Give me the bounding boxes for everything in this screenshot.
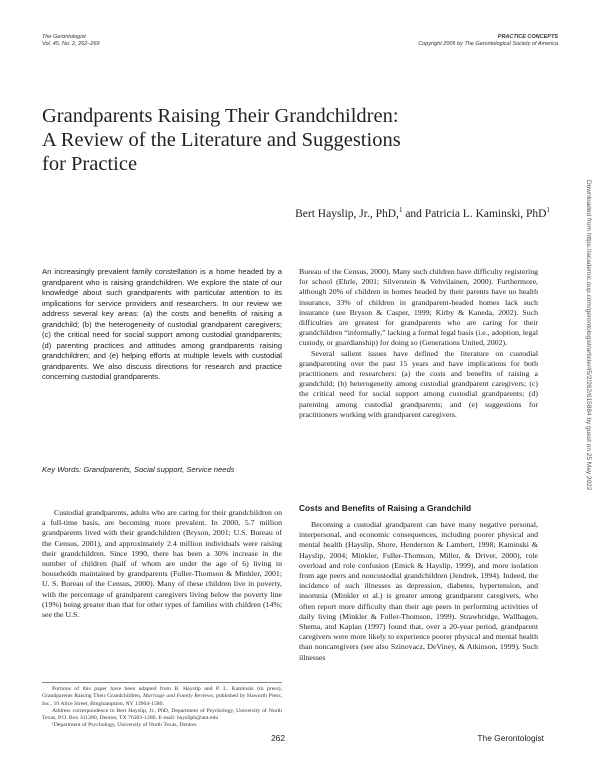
section-heading: Costs and Benefits of Raising a Grandchild [299,503,472,513]
body-column-right-section [299,520,538,663]
body-column-right [299,267,538,420]
footnote-text: , published by Haworth Press, Inc., 10 Alice Street, Binghamption, NY 13904-1580. [42,693,283,707]
affiliation-mark: 1 [398,206,403,214]
author-conjunction: and [402,207,425,220]
title-line: A Review of the Literature and Suggestions [42,129,401,151]
footer-journal: The Gerontologist [477,733,544,743]
page-number: 262 [271,733,285,743]
title-line: Grandparents Raising Their Grandchildren: [42,105,399,127]
author-name: Patricia L. Kaminski, PhD [424,207,547,220]
footnote-text: Portions of this paper have been adapted from B. Hayslip and P. L. Kaminski (in press), Grandparents Raising Their Grandchildren, [42,686,282,700]
author-name: Bert Hayslip, Jr., PhD, [295,207,399,220]
abstract: An increasingly prevalent family constellation is a home headed by a grandparent who is raising grandchildren. We explore the state of our knowledge about such grandparents with particular attention to its implications for service providers and researchers. In our review we address several key areas: (a) the costs and benefits of raising a grandchild; (b) the heterogeneity of custodial grandparent caregivers; (c) the critical need for social support among custodial grandparents; (d) parenting practices and attitudes among grandparents raising grandchildren; and (e) helping efforts at multiple levels with custodial grandparents. We also discuss directions for research and practice concerning custodial grandparents. [42,267,282,381]
download-sidebar [584,180,592,590]
running-header-left [42,34,100,48]
body-paragraph: Several salient issues have defined the literature on custodial grandparenting over the past 15 years and have implications for both practitioners and researchers: (a) the costs and benefits of raising a grandchild; (b) heterogeneity among custodial grandparent caregivers; (c) the critical need for social support among custodial grandparents; (d) parenting among custodial grandparents; and (e) suggestions for practitioners working with grandparent caregivers. [299,348,538,419]
copyright-line: Copyright 2005 by The Gerontological Society of America [418,41,558,47]
running-header-right [418,34,558,48]
section-label: PRACTICE CONCEPTS [497,34,558,40]
footnote-rule [42,682,282,683]
affiliation-mark: 1 [546,206,550,214]
body-paragraph: Custodial grandparents, adults who are caring for their grandchildren on a full-time basis, are becoming more prevalent. In 2000, 5.7 million grandparents lived with their grandchildren (Bryson, 2001; U.S. Bureau of the Census, 2001), and approximately 2.4 million individuals were raising their grandchildren. Since 1990, there has been a 30% increase in the number of children (half of whom are under the age of 6) living in households maintained by grandparents (Fuller-Thomson & Minkler, 2001; U. S. Bureau of the Census, 2000). Many of these children live in poverty, with the percentage of grandparent caregivers living below the poverty line (19%) being greater than that for other types of families with children (14%; see the U.S. [42,508,282,620]
keywords: Key Words: Grandparents, Social support, Service needs [42,465,235,474]
journal-name: The Gerontologist [42,34,86,40]
author-line [180,206,550,220]
footnote [42,686,282,708]
article-title [42,104,512,176]
title-line: for Practice [42,153,138,175]
body-column-left [42,508,282,620]
body-paragraph: Bureau of the Census, 2000). Many such children have difficulty registering for school (Ehrle, 2001; Silverstein & Vehvilainen, 2000). Furthermore, although 20% of children in homes headed by their parents have no health insurance, 33% of children in grandparent-headed homes lack such insurance (see Bryson & Casper, 1999; Kirby & Kaneda, 2002). Such difficulties are greatest for grandparents who are caring for their grandchildren “informally,” lacking a formal legal basis (i.e., adoption, legal custody, or guardianship) for doing so (Generations United, 2002). [299,267,538,348]
footnote: Address correspondence to Bert Hayslip, Jr., PhD, Department of Psychology, University of North Texas, P.O. Box 311280, Denton, TX 76203-1280. E-mail: hayslipb@unt.edu [42,707,282,722]
download-notice: Downloaded from https://academic.oup.com/gerontologist/article/45/2/262/615884 by guest on 25 May 2022 [585,180,592,491]
body-paragraph: Becoming a custodial grandparent can have many negative personal, interpersonal, and economic consequences, including poorer physical and mental health (Hayslip, Shore, Henderson & Lambert, 1998; Kaminski & Hayslip, 2004; Minkler, Fuller-Thomson, Miller, & Driver, 2000), role overload and role confusion (Emick & Hayslip, 1999), and more isolation from age peers and noncustodial grandchildren (Jendrek, 1994). Indeed, the incidence of such illnesses as depression, diabetes, hypertension, and insomnia (Minkler et al.) is greater among grandparent caregivers, who often report more difficulty than their age peers in performing activities of daily living (Minkler & Fuller-Thomson, 1999). Strawbridge, Wallhagen, Shema, and Kaplan (1997) found that, over a 20-year period, grandparent caregivers were more likely to experience poorer physical and mental health than noncaregivers (see also Szinovacz, DeViney, & Atkinson, 1999). Such illnesses [299,520,538,662]
footnote: ¹Department of Psychology, University of North Texas, Denton. [52,722,198,729]
volume-info: Vol. 45, No. 2, 262–269 [42,41,100,47]
footnotes [42,686,282,730]
footnote-italic-text: Marriage and Family Reviews [143,693,213,700]
